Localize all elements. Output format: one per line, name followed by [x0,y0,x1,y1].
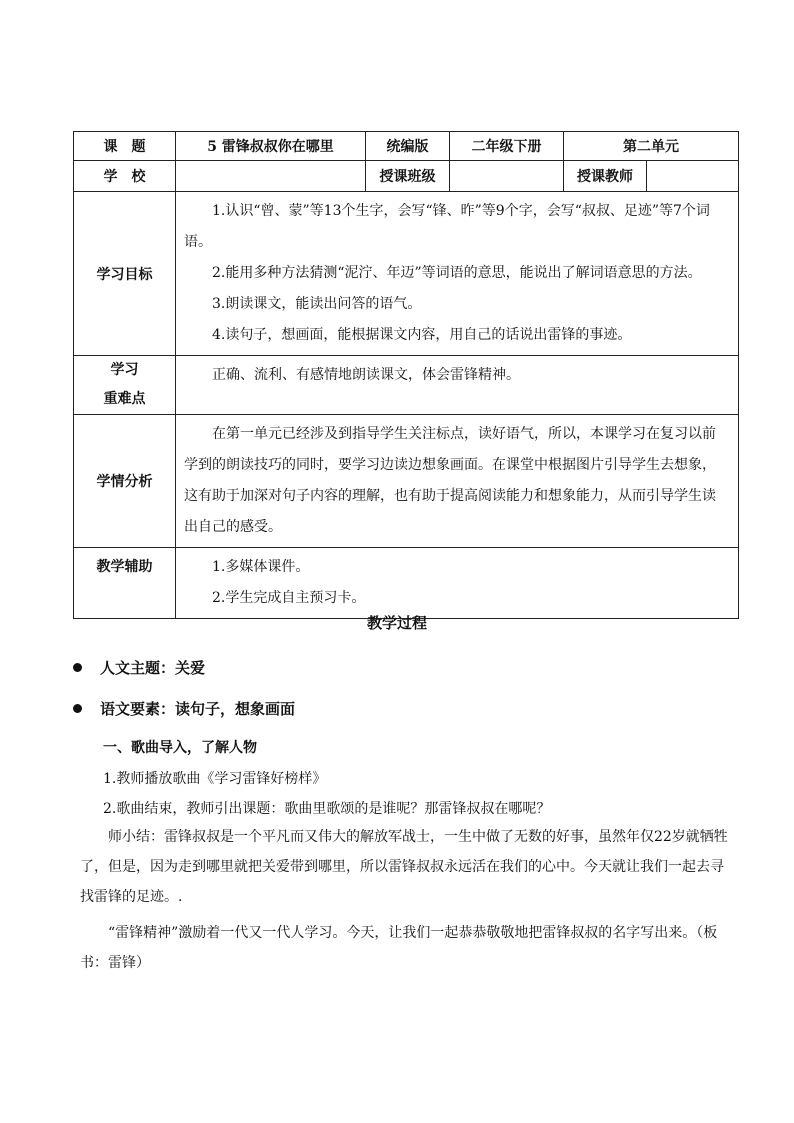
aid-item: 2.学生完成自主预习卡。 [212,590,366,606]
bullet-text: 人文主题：关爱 [100,659,206,677]
lesson-title: 5 雷锋叔叔你在哪里 [176,132,366,161]
bullet-element [73,698,295,719]
table-row-key-points [74,356,739,415]
table-row-school [74,161,739,192]
table-row-topic [74,132,739,161]
aids-label: 教学辅助 [74,548,176,619]
goal-item: 3.朗读课文，能读出问答的语气。 [212,296,422,312]
table-row-aids [74,548,739,619]
unit: 第二单元 [564,132,739,161]
goal-item: 4.读句子，想画面，能根据课文内容，用自己的话说出雷锋的事迹。 [212,327,632,343]
teacher-value [647,161,739,192]
aids-content [176,548,739,619]
step-2: 2.歌曲结束，教师引出课题：歌曲里歌颂的是谁呢？那雷锋叔叔在哪呢？ [103,801,551,817]
closing-paragraph: “雷锋精神”激励着一代又一代人学习。今天，让我们一起恭恭敬敬地把雷锋叔叔的名字写出来。（板书：雷锋） [80,925,718,971]
analysis-content [176,415,739,548]
teacher-label: 授课教师 [564,161,647,192]
step-1: 1.教师播放歌曲《学习雷锋好榜样》 [103,771,327,787]
summary-paragraph: 师小结：雷锋叔叔是一个平凡而又伟大的解放军战士，一生中做了无数的好事，虽然年仅22岁就牺牲了，但是，因为走到哪里就把关爱带到哪里，所以雷锋叔叔永远活在我们的心中。今天就让我们一起去寻找雷锋的足迹。. [80,829,728,905]
bullet-text: 语文要素：读句子，想象画面 [100,700,296,718]
class-label: 授课班级 [366,161,450,192]
key-points-label-line1: 学习 [110,362,139,378]
key-points-text: 正确、流利、有感情地朗读课文，体会雷锋精神。 [212,367,520,383]
analysis-label: 学情分析 [74,415,176,548]
school-label: 学 校 [74,161,176,192]
table-row-goals [74,192,739,356]
key-points-label [74,356,176,415]
process-title: 教学过程 [366,614,427,632]
analysis-text: 在第一单元已经涉及到指导学生关注标点，读好语气，所以，本课学习在复习以前学到的朗读技巧的同时，要学习边读边想象画面。在课堂中根据图片引导学生去想象，这有助于加深对句子内容的理解，也有助于提高阅读能力和想象能力，从而引导学生读出自己的感受。 [184,426,716,535]
school-value [176,161,366,192]
class-value [450,161,564,192]
goal-item: 1.认识“曾、蒙”等13个生字，会写“锋、昨”等9个字，会写“叔叔、足迹”等7个词语。 [184,203,710,250]
topic-label: 课 题 [74,132,176,161]
key-points-label-line2: 重难点 [103,391,146,407]
bullet-dot-icon [73,663,82,672]
grade: 二年级下册 [450,132,564,161]
goal-item: 2.能用多种方法猜测“泥泞、年迈”等词语的意思，能说出了解词语意思的方法。 [212,265,702,281]
goals-label: 学习目标 [74,192,176,356]
goals-content [176,192,739,356]
aid-item: 1.多媒体课件。 [212,559,310,575]
section-heading: 一、歌曲导入，了解人物 [103,740,257,756]
bullet-dot-icon [73,704,82,713]
key-points-content [176,356,739,415]
table-row-analysis [74,415,739,548]
lesson-info-table [73,131,739,619]
edition: 统编版 [366,132,450,161]
bullet-theme [73,657,205,678]
